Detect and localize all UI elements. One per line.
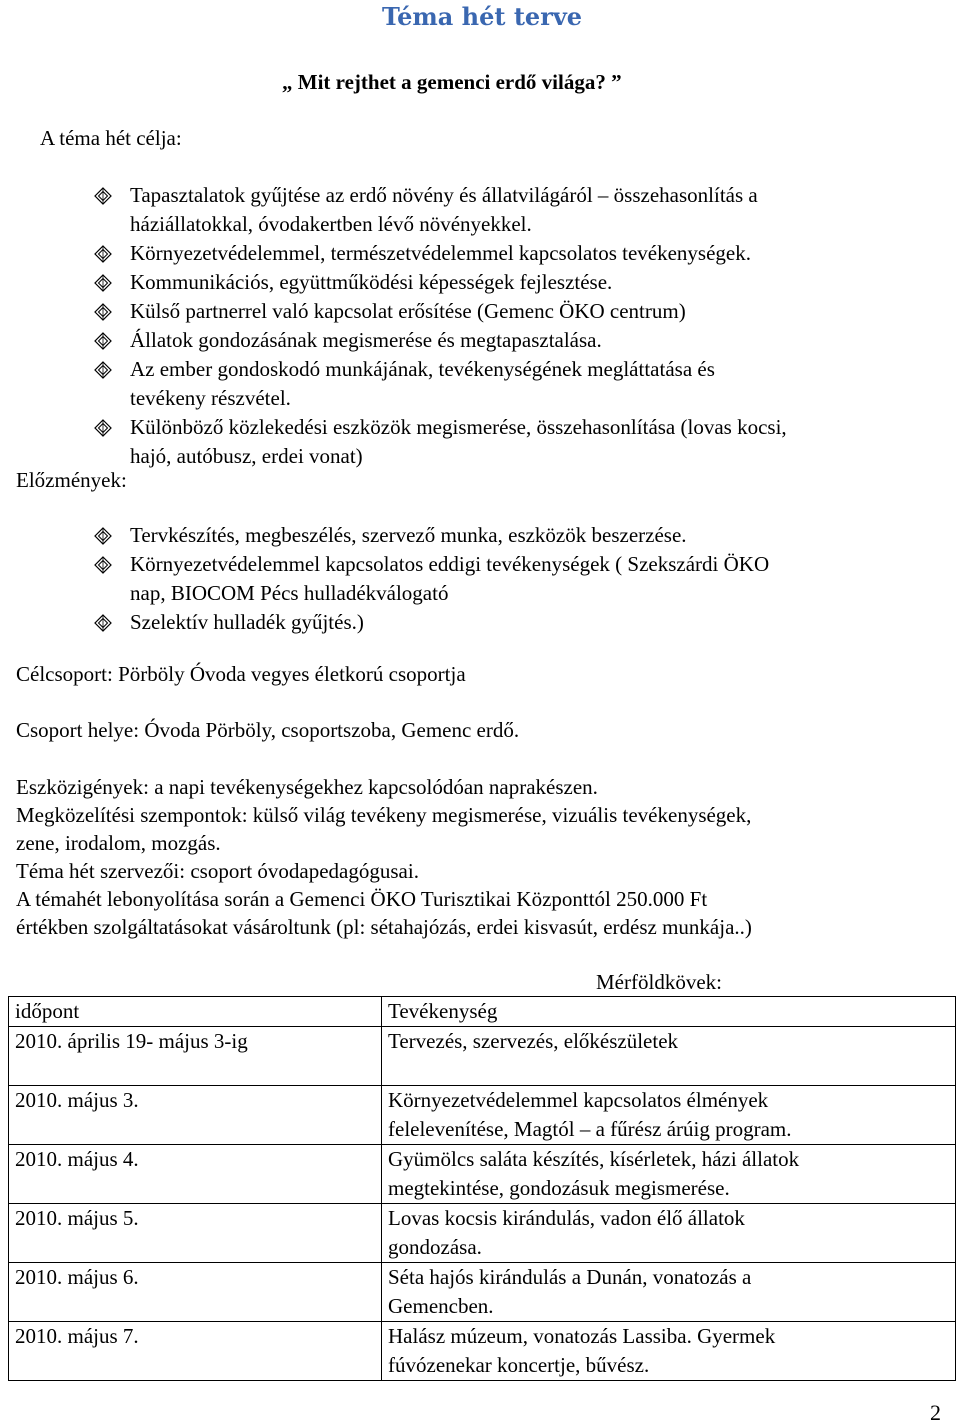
antecedents-list	[0, 521, 769, 637]
diamond-bullet-icon	[94, 245, 112, 263]
goal-item: Különböző közlekedési eszközök megismerése, összehasonlítása (lovas kocsi, hajó, autóbusz, erdei vonat)	[0, 413, 787, 471]
goal-item: Tapasztalatok gyűjtése az erdő növény és állatvilágáról – összehasonlítás a háziállatokkal, óvodakertben lévő növényekkel.	[0, 181, 787, 239]
approach-line-1: Megközelítési szempontok: külső világ tevékeny megismerése, vizuális tevékenységek,	[16, 803, 752, 827]
page-number: 2	[930, 1400, 941, 1425]
row-activity: Séta hajós kirándulás a Dunán, vonatozás a Gemencben.	[382, 1263, 956, 1322]
services-line-1: A témahét lebonyolítása során a Gemenci ÖKO Turisztikai Központtól 250.000 Ft	[16, 887, 708, 911]
services-line-2: értékben szolgáltatásokat vásároltunk (pl: sétahajózás, erdei kisvasút, erdész munkája..)	[16, 915, 752, 939]
table-row	[9, 1204, 956, 1263]
approach-line-2: zene, irodalom, mozgás.	[16, 831, 221, 855]
row-activity: Tervezés, szervezés, előkészületek	[382, 1027, 956, 1086]
row-activity: Lovas kocsis kirándulás, vadon élő állatok gondozása.	[382, 1204, 956, 1263]
table-row	[9, 1322, 956, 1381]
diamond-bullet-icon	[94, 187, 112, 205]
organizers: Téma hét szervezői: csoport óvodapedagógusai.	[16, 859, 419, 883]
group-location: Csoport helye: Óvoda Pörböly, csoportszoba, Gemenc erdő.	[16, 718, 520, 742]
diamond-bullet-icon	[94, 274, 112, 292]
diamond-bullet-icon	[94, 419, 112, 437]
milestones-heading: Mérföldkövek:	[596, 970, 722, 994]
row-date: 2010. május 7.	[9, 1322, 382, 1381]
table-header-row	[9, 997, 956, 1027]
antecedents-heading: Előzmények:	[16, 468, 127, 492]
row-date: 2010. április 19- május 3-ig	[9, 1027, 382, 1086]
diamond-bullet-icon	[94, 556, 112, 574]
target-group: Célcsoport: Pörböly Óvoda vegyes életkorú csoportja	[16, 662, 466, 686]
row-activity: Környezetvédelemmel kapcsolatos élmények felelevenítése, Magtól – a fűrész árúig program.	[382, 1086, 956, 1145]
goal-item: Az ember gondoskodó munkájának, tevékenységének megláttatása és tevékeny részvétel.	[0, 355, 787, 413]
header-date: időpont	[9, 997, 382, 1027]
table-row	[9, 1263, 956, 1322]
row-date: 2010. május 5.	[9, 1204, 382, 1263]
goals-list	[0, 181, 787, 471]
goal-item: Kommunikációs, együttműködési képességek fejlesztése.	[0, 268, 787, 297]
diamond-bullet-icon	[94, 614, 112, 632]
row-date: 2010. május 4.	[9, 1145, 382, 1204]
goal-item: Állatok gondozásának megismerése és megtapasztalása.	[0, 326, 787, 355]
subtitle: „ Mit rejthet a gemenci erdő világa? ”	[282, 70, 622, 94]
table-row	[9, 1027, 956, 1086]
diamond-bullet-icon	[94, 527, 112, 545]
diamond-bullet-icon	[94, 361, 112, 379]
row-activity: Halász múzeum, vonatozás Lassiba. Gyermek fúvózenekar koncertje, bűvész.	[382, 1322, 956, 1381]
antecedent-item: Környezetvédelemmel kapcsolatos eddigi tevékenységek ( Szekszárdi ÖKO nap, BIOCOM Pécs hulladékválogató	[0, 550, 769, 608]
row-date: 2010. május 3.	[9, 1086, 382, 1145]
goal-heading: A téma hét célja:	[40, 126, 182, 150]
table-row	[9, 1086, 956, 1145]
equipment-needs: Eszközigények: a napi tevékenységekhez kapcsolódóan naprakészen.	[16, 775, 598, 799]
milestones-table	[8, 996, 956, 1381]
row-date: 2010. május 6.	[9, 1263, 382, 1322]
goal-item: Környezetvédelemmel, természetvédelemmel kapcsolatos tevékenységek.	[0, 239, 787, 268]
diamond-bullet-icon	[94, 332, 112, 350]
row-activity: Gyümölcs saláta készítés, kísérletek, házi állatok megtekintése, gondozásuk megismerése.	[382, 1145, 956, 1204]
antecedent-item: Tervkészítés, megbeszélés, szervező munka, eszközök beszerzése.	[0, 521, 769, 550]
goal-item: Külső partnerrel való kapcsolat erősítése (Gemenc ÖKO centrum)	[0, 297, 787, 326]
page-title: Téma hét terve	[382, 2, 583, 31]
table-row	[9, 1145, 956, 1204]
antecedent-item: Szelektív hulladék gyűjtés.)	[0, 608, 769, 637]
header-activity: Tevékenység	[382, 997, 956, 1027]
diamond-bullet-icon	[94, 303, 112, 321]
